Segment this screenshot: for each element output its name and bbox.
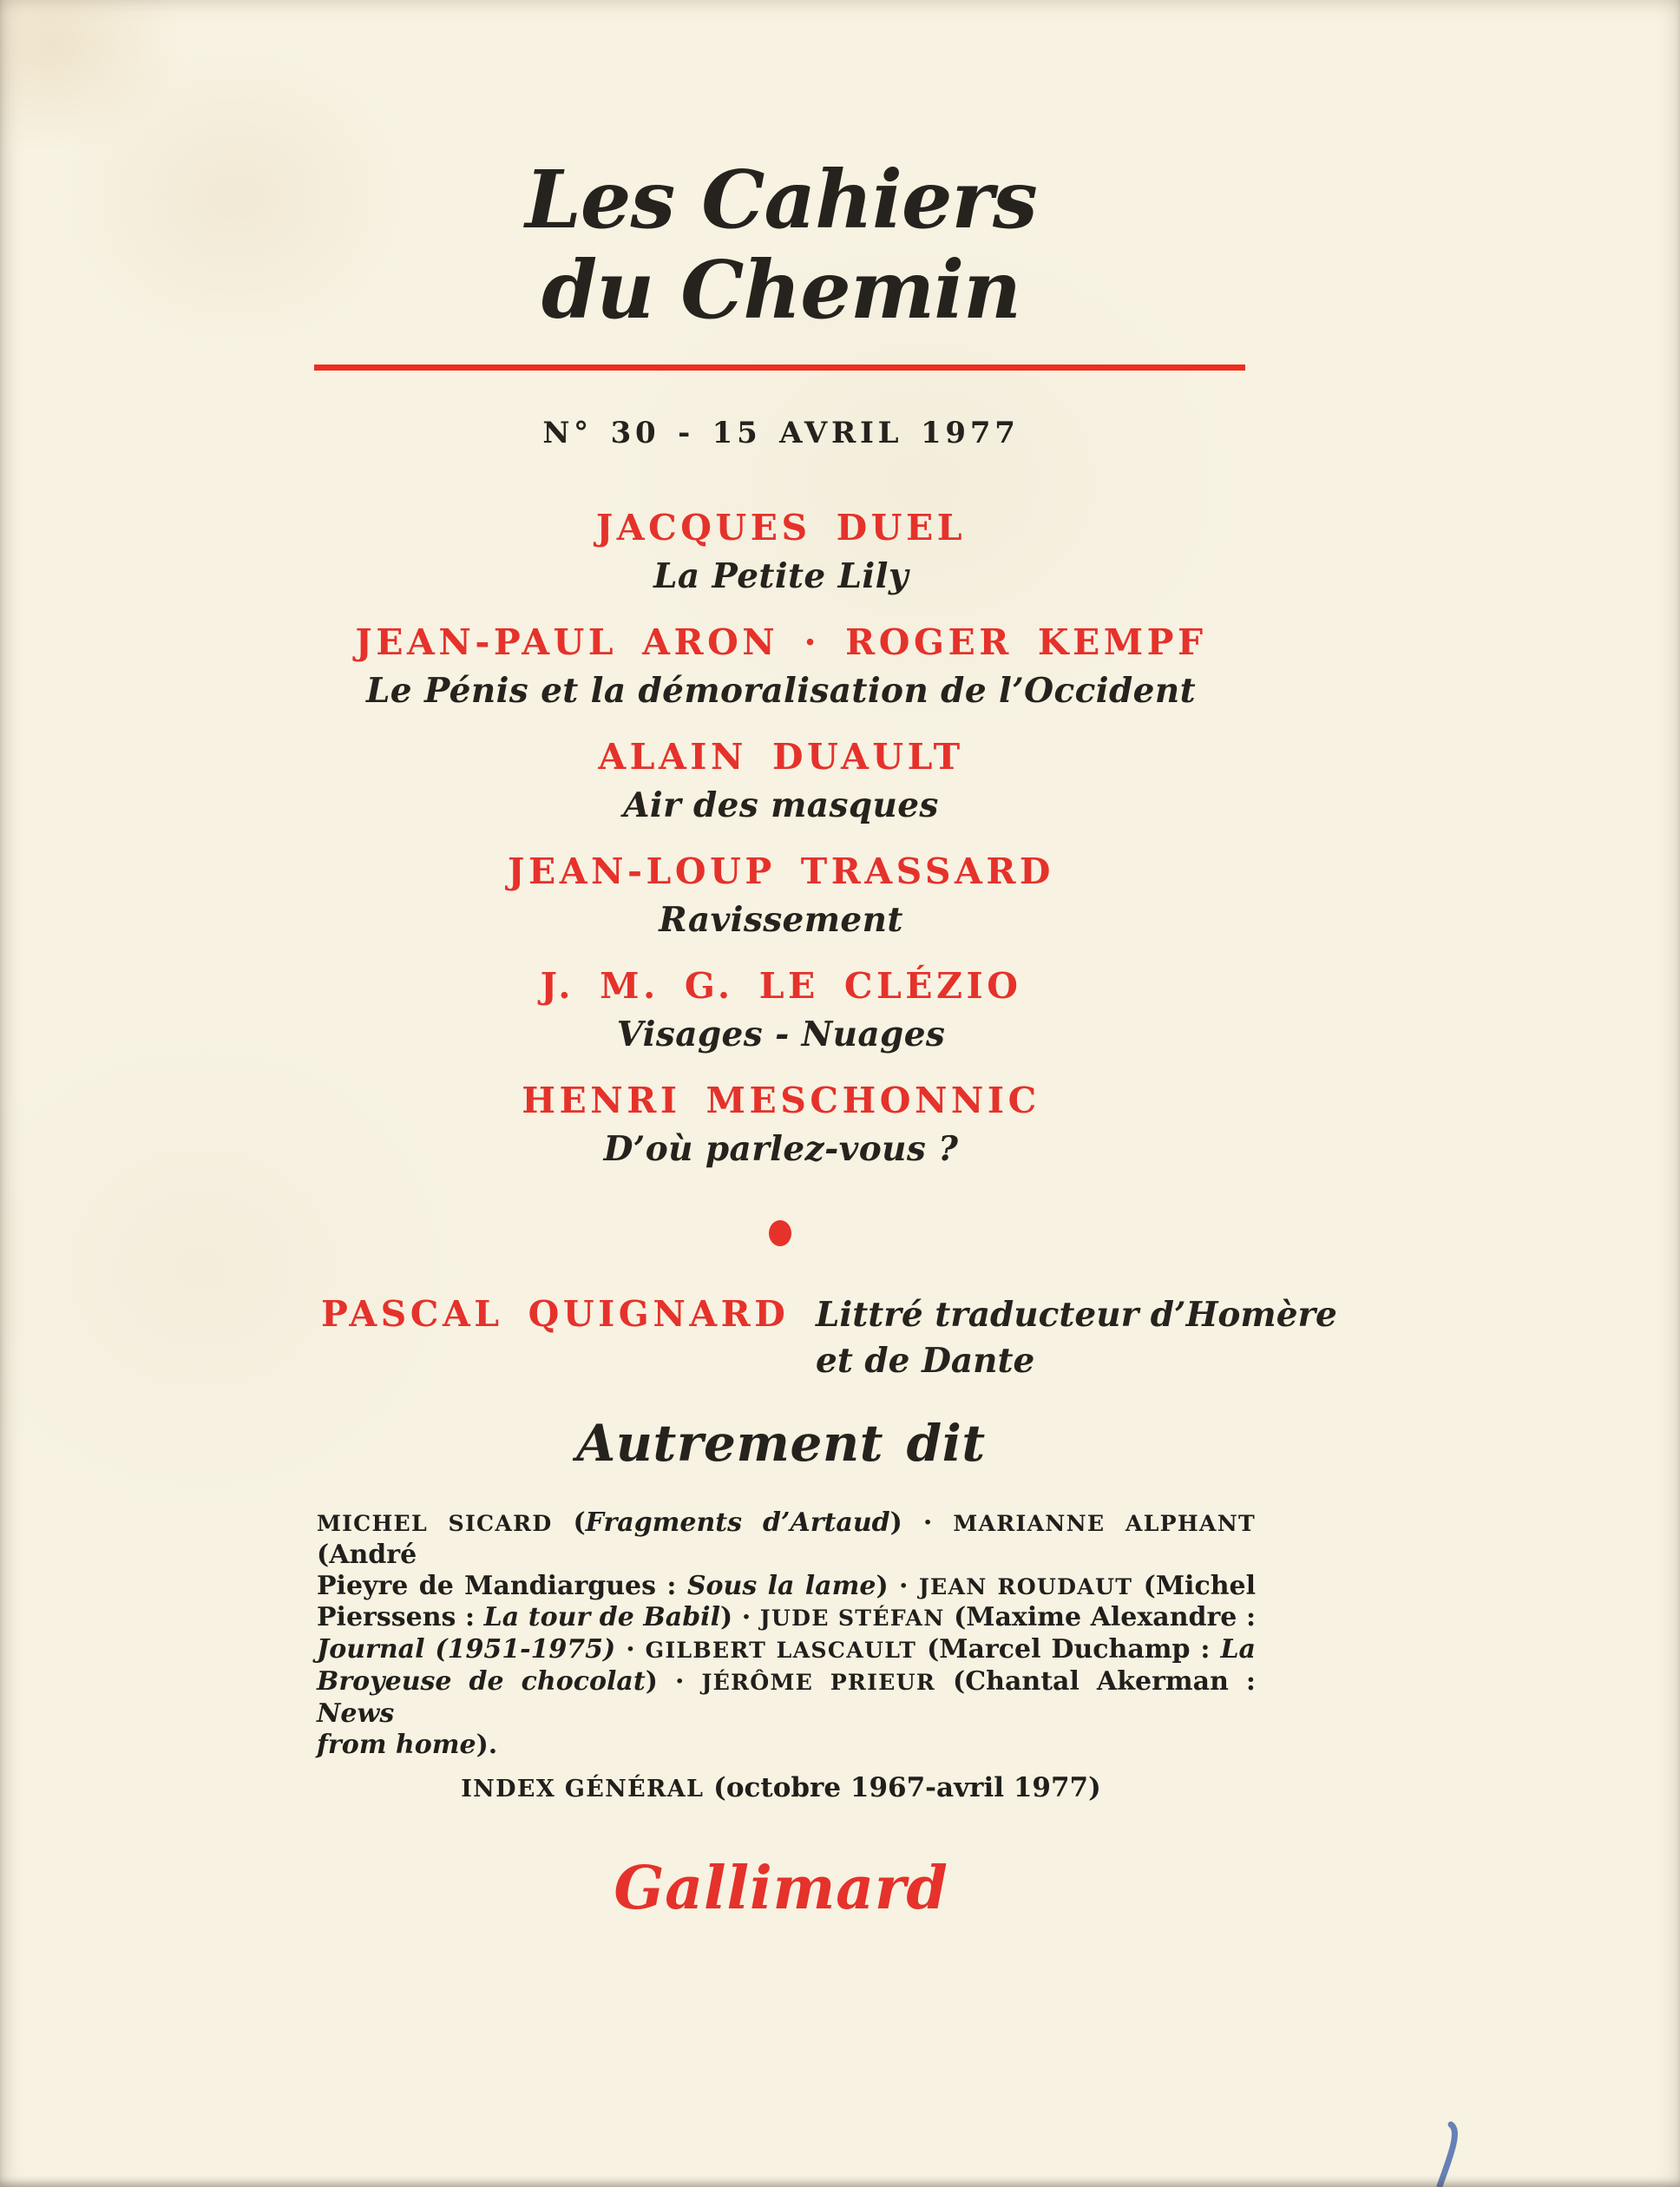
red-divider-rule — [314, 364, 1245, 371]
paragraph-line: Pieyre de Mandiargues : Sous la lame) · JEAN ROUDAUT (Michel — [317, 1570, 1257, 1601]
toc-entry — [0, 964, 1562, 1056]
index-detail: (octobre 1967-avril 1977) — [704, 1772, 1101, 1803]
feature-author-name: PASCAL QUIGNARD — [321, 1293, 790, 1335]
feature-work-line-1: Littré traducteur d’Homère — [816, 1295, 1337, 1335]
paragraph-line: Broyeuse de chocolat) · JÉRÔME PRIEUR (Chantal Akerman : News — [317, 1665, 1257, 1729]
author-name: ALAIN DUAULT — [598, 736, 964, 778]
feature-work-line-2: et de Dante — [816, 1341, 1035, 1381]
contributors-paragraph — [317, 1507, 1256, 1760]
author-name: JACQUES DUEL — [595, 507, 967, 548]
author-name: JEAN-LOUP TRASSARD — [508, 850, 1054, 892]
work-title: Air des masques — [623, 785, 939, 825]
toc-entry — [0, 506, 1562, 598]
toc-entry — [0, 850, 1562, 942]
section-heading: Autrement dit — [576, 1414, 986, 1473]
work-title: Le Pénis et la démoralisation de l’Occident — [365, 671, 1197, 711]
author-name: JEAN-PAUL ARON · ROGER KEMPF — [355, 621, 1207, 663]
toc-entry — [0, 621, 1562, 713]
magazine-title — [0, 154, 1562, 335]
toc-entry — [0, 1079, 1562, 1171]
issue-date-line: N° 30 - 15 AVRIL 1977 — [542, 416, 1020, 450]
index-line — [0, 1772, 1562, 1803]
work-title: Ravissement — [659, 900, 903, 940]
toc-entry — [0, 735, 1562, 827]
work-title: La Petite Lily — [653, 556, 909, 596]
work-title: Visages - Nuages — [616, 1015, 946, 1054]
paragraph-line: Journal (1951-1975) · GILBERT LASCAULT (Marcel Duchamp : La — [317, 1634, 1256, 1665]
red-dot-separator-icon — [769, 1220, 791, 1246]
work-title: D’où parlez-vous ? — [603, 1129, 959, 1169]
author-name: HENRI MESCHONNIC — [522, 1080, 1040, 1121]
paragraph-line: from home). — [317, 1729, 498, 1760]
paragraph-line: Pierssens : La tour de Babil) · JUDE STÉFAN (Maxime Alexandre : — [317, 1602, 1257, 1633]
table-of-contents — [0, 506, 1562, 1193]
publisher-logo: Gallimard — [614, 1854, 948, 1923]
index-label: INDEX GÉNÉRAL — [461, 1776, 705, 1803]
title-line-2: du Chemin — [541, 243, 1021, 337]
paragraph-line: MICHEL SICARD (Fragments d’Artaud) · MARIANNE ALPHANT (André — [317, 1507, 1257, 1570]
title-line-1: Les Cahiers — [525, 153, 1037, 246]
feature-work-title — [816, 1292, 1337, 1384]
author-name: J. M. G. LE CLÉZIO — [540, 965, 1022, 1007]
pen-mark — [1421, 2119, 1473, 2187]
